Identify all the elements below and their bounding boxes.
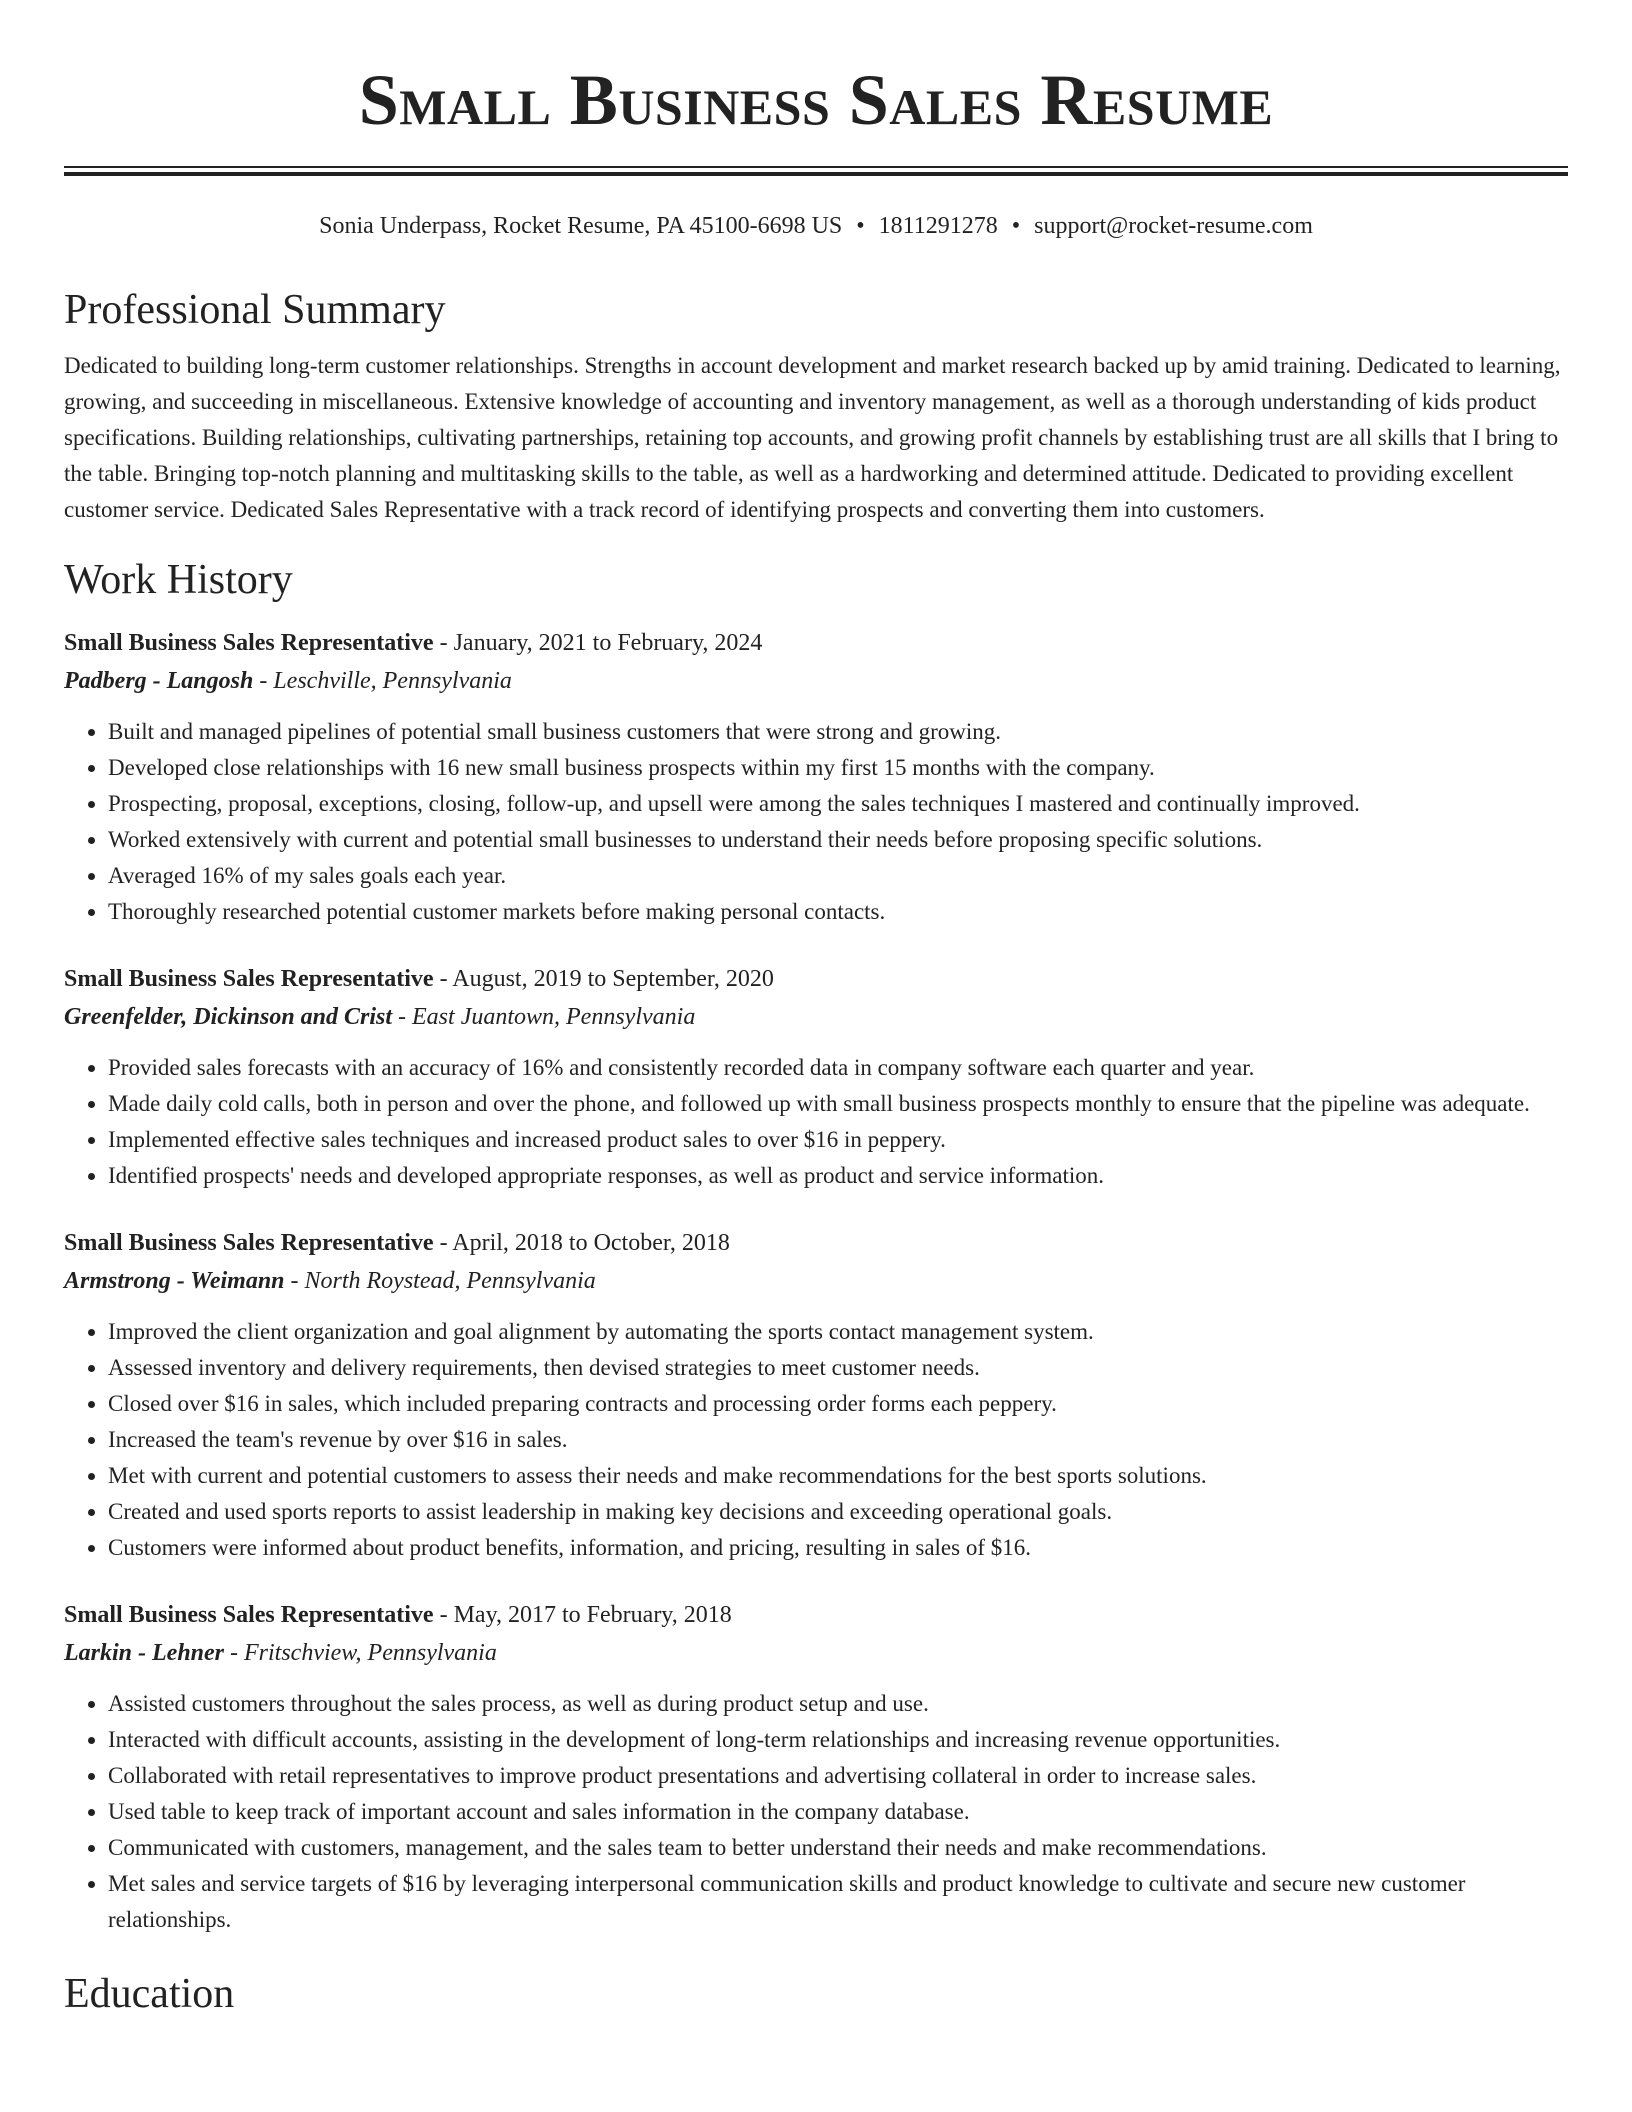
company-name: Armstrong - Weimann [64, 1268, 285, 1294]
job-bullet: • Identified prospects' needs and developed appropriate responses, as well as product and service information. [108, 1158, 1568, 1194]
job-title-line [64, 624, 1568, 662]
job-title-line [64, 1596, 1568, 1634]
job-bullet: • Built and managed pipelines of potential small business customers that were strong and growing. [108, 714, 1568, 750]
summary-text: Dedicated to building long-term customer relationships. Strengths in account development and market research backed up by amid training. Dedicated to learning, growing, and succeeding in miscellaneous. Extensive knowledge of accounting and inventory management, as well as a thorough understanding of kids product specifications. Building relationships, cultivating partnerships, retaining top accounts, and growing profit channels by establishing trust are all skills that I bring to the table. Bringing top-notch planning and multitasking skills to the table, as well as a hardworking and determined attitude. Dedicated to providing excellent customer service. Dedicated Sales Representative with a track record of identifying prospects and converting them into customers. [64, 353, 1561, 522]
job-entry [64, 960, 1568, 1194]
contact-address: Sonia Underpass, Rocket Resume, PA 45100-6698 US [319, 213, 843, 239]
job-entry [64, 624, 1568, 930]
company-line [64, 998, 1568, 1036]
contact-phone: 1811291278 [878, 213, 998, 239]
company-line [64, 662, 1568, 700]
job-title-line [64, 1224, 1568, 1262]
company-location: - Leschville, Pennsylvania [259, 668, 512, 694]
resume-page [64, 0, 1568, 2020]
resume-title: Small Business Sales Resume [358, 60, 1274, 140]
company-name: Larkin - Lehner [64, 1640, 225, 1666]
company-name: Greenfelder, Dickinson and Crist [64, 1004, 393, 1030]
job-bullet: • Created and used sports reports to assist leadership in making key decisions and exceeding operational goals. [108, 1494, 1568, 1530]
job-entry [64, 1224, 1568, 1566]
job-bullet: • Used table to keep track of important account and sales information in the company database. [108, 1794, 1568, 1830]
job-bullet: • Prospecting, proposal, exceptions, closing, follow-up, and upsell were among the sales techniques I mastered and continually improved. [108, 786, 1568, 822]
job-bullets [64, 1686, 1568, 1938]
job-bullets [64, 1050, 1568, 1194]
job-bullet: • Interacted with difficult accounts, assisting in the development of long-term relationships and increasing revenue opportunities. [108, 1722, 1568, 1758]
job-title: Small Business Sales Representative [64, 1602, 434, 1628]
job-bullet: • Implemented effective sales techniques and increased product sales to over $16 in peppery. [108, 1122, 1568, 1158]
company-name: Padberg - Langosh [64, 668, 254, 694]
company-line [64, 1262, 1568, 1300]
job-bullet: • Increased the team's revenue by over $16 in sales. [108, 1422, 1568, 1458]
company-location: - North Roystead, Pennsylvania [290, 1268, 596, 1294]
company-location: - Fritschview, Pennsylvania [230, 1640, 497, 1666]
job-bullet: • Developed close relationships with 16 new small business prospects within my first 15 months with the company. [108, 750, 1568, 786]
job-bullet: • Communicated with customers, management, and the sales team to better understand their needs and make recommendations. [108, 1830, 1568, 1866]
contact-email: support@rocket-resume.com [1034, 213, 1313, 239]
job-bullet: • Customers were informed about product benefits, information, and pricing, resulting in sales of $16. [108, 1530, 1568, 1566]
job-bullet: • Provided sales forecasts with an accuracy of 16% and consistently recorded data in company software each quarter and year. [108, 1050, 1568, 1086]
job-dates: - April, 2018 to October, 2018 [439, 1230, 730, 1256]
company-location: - East Juantown, Pennsylvania [398, 1004, 696, 1030]
job-bullet: • Closed over $16 in sales, which included preparing contracts and processing order forms each peppery. [108, 1386, 1568, 1422]
company-line [64, 1634, 1568, 1672]
job-bullet: • Improved the client organization and goal alignment by automating the sports contact management system. [108, 1314, 1568, 1350]
job-bullet: • Met sales and service targets of $16 by leveraging interpersonal communication skills and product knowledge to cultivate and secure new customer relationships. [108, 1866, 1568, 1938]
job-title-line [64, 960, 1568, 998]
job-dates: - May, 2017 to February, 2018 [439, 1602, 732, 1628]
title-divider [64, 166, 1568, 176]
job-bullet: • Assessed inventory and delivery requirements, then devised strategies to meet customer needs. [108, 1350, 1568, 1386]
job-bullets [64, 1314, 1568, 1566]
job-title: Small Business Sales Representative [64, 630, 434, 656]
job-bullet: • Worked extensively with current and potential small businesses to understand their needs before proposing specific solutions. [108, 822, 1568, 858]
job-bullets [64, 714, 1568, 930]
job-entry [64, 1596, 1568, 1938]
job-dates: - August, 2019 to September, 2020 [439, 966, 774, 992]
contact-separator: • [856, 213, 865, 239]
education-heading: Education [64, 1971, 235, 2017]
job-title: Small Business Sales Representative [64, 966, 434, 992]
contact-separator: • [1011, 213, 1021, 239]
work-history-list [64, 624, 1568, 1938]
job-bullet: • Averaged 16% of my sales goals each year. [108, 858, 1568, 894]
job-bullet: • Assisted customers throughout the sales process, as well as during product setup and use. [108, 1686, 1568, 1722]
job-dates: - January, 2021 to February, 2024 [439, 630, 763, 656]
job-title: Small Business Sales Representative [64, 1230, 434, 1256]
work-history-heading: Work History [64, 557, 293, 603]
contact-line [64, 210, 1568, 242]
job-bullet: • Made daily cold calls, both in person and over the phone, and followed up with small business prospects monthly to ensure that the pipeline was adequate. [108, 1086, 1568, 1122]
job-bullet: • Met with current and potential customers to assess their needs and make recommendations for the best sports solutions. [108, 1458, 1568, 1494]
job-bullet: • Thoroughly researched potential customer markets before making personal contacts. [108, 894, 1568, 930]
summary-heading: Professional Summary [64, 287, 446, 333]
job-bullet: • Collaborated with retail representatives to improve product presentations and advertising collateral in order to increase sales. [108, 1758, 1568, 1794]
